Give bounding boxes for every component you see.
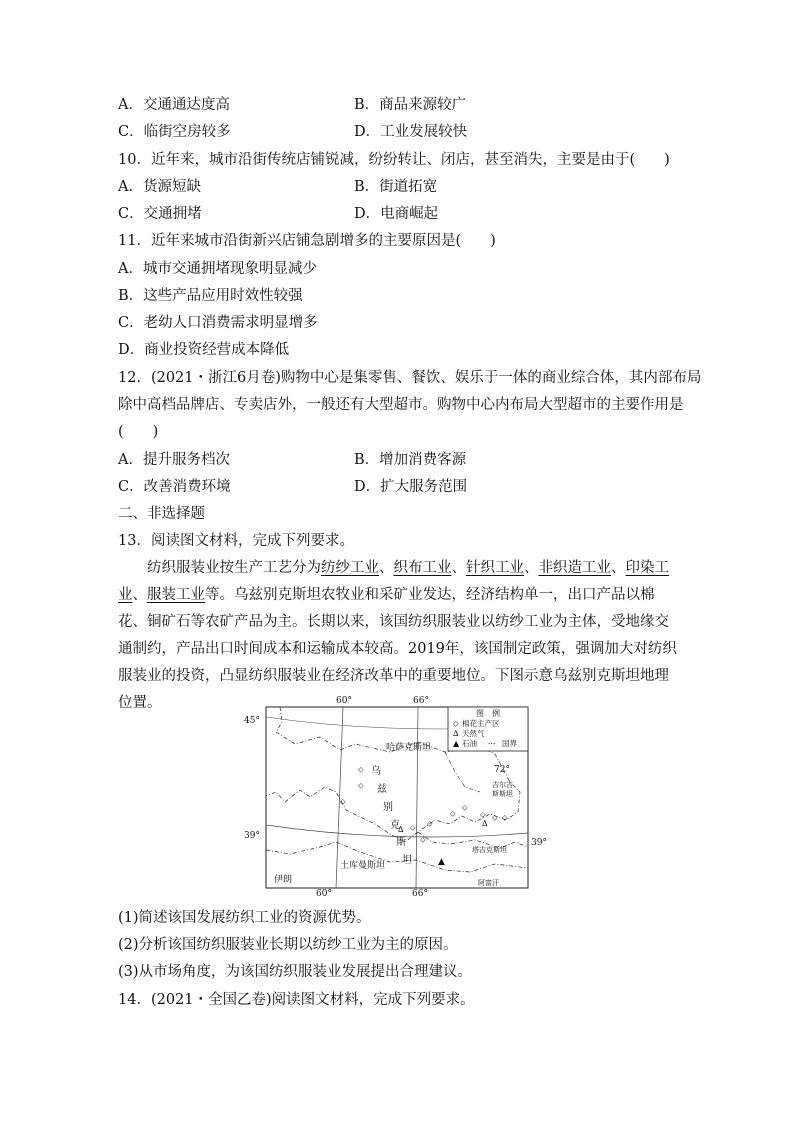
label-kyrgyz-line1: 吉尔吉	[492, 781, 513, 789]
cotton-icon: ⬦	[340, 797, 346, 806]
q11-stem: 11．近年来城市沿街新兴店铺急剧增多的主要原因是( )	[118, 233, 496, 249]
cotton-symbol-icon: ⬦	[453, 719, 459, 728]
cotton-icon: ⬦	[502, 813, 508, 822]
label-afghanistan: 阿富汗	[478, 879, 499, 887]
q10-option-d: D．电商崛起	[354, 206, 439, 222]
label-lon60-bottom: 60°	[316, 889, 332, 897]
q12-option-d: D．扩大服务范围	[354, 479, 468, 495]
label-iran: 伊朗	[274, 875, 293, 885]
q13-subquestion-3: (3)从市场角度，为该国纺织服装业发展提出合理建议。	[118, 964, 473, 980]
label-uz-3: 别	[383, 802, 393, 813]
section-heading: 二、非选择题	[118, 506, 205, 522]
q12-stem-line1: 12．(2021・浙江6月卷)购物中心是集零售、餐饮、娱乐于一体的商业综合体，其内部布局	[118, 370, 702, 386]
label-lon66-top: 66°	[413, 696, 429, 706]
q10-option-a: A．货源短缺	[118, 179, 201, 195]
q12-stem-line2: 除中高档品牌店、专卖店外，一般还有大型超市。购物中心内布局大型超市的主要作用是	[118, 397, 684, 413]
meridian-66	[416, 707, 418, 888]
q13-sep-4: 、	[611, 560, 626, 576]
q14-stem: 14．(2021・全国乙卷)阅读图文材料，完成下列要求。	[118, 992, 475, 1008]
legend-border: 国界	[502, 739, 517, 748]
uzbekistan-location-map	[240, 692, 560, 897]
label-lat45: 45°	[244, 716, 260, 726]
label-lon66-bottom: 66°	[412, 889, 428, 897]
q13-term-dyeing: 印染工业	[118, 560, 669, 603]
q13-subquestion-2: (2)分析该国纺织服装业长期以纺纱工业为主的原因。	[118, 937, 458, 953]
q13-subquestion-1: (1)简述该国发展纺织工业的资源优势。	[118, 910, 371, 926]
gas-symbol-icon: ∆	[453, 729, 459, 738]
label-kazakhstan: 哈萨克斯坦	[386, 743, 432, 753]
q13-term-knitting: 针织工业	[466, 560, 524, 576]
q13-stem: 13．阅读图文材料，完成下列要求。	[118, 533, 354, 549]
q13-sep-2: 、	[451, 560, 466, 576]
q12-option-a: A．提升服务档次	[118, 452, 230, 468]
cotton-icon: ⬦	[480, 810, 486, 819]
label-uz-6: 坦	[402, 855, 412, 866]
q9-option-b: B．商品来源较广	[354, 97, 467, 113]
label-turkmenistan: 土库曼斯坦	[340, 861, 386, 871]
oil-symbol-icon: ▲	[453, 739, 460, 748]
q13-term-nonwoven: 非织造工业	[538, 560, 611, 576]
q13-text-rest: 等。乌兹别克斯坦农牧业和采矿业发达，经济结构单一，出口产品以棉花、铜矿石等农矿产品为主。长期以来，该国纺织服装业以纺纱工业为主体，受地缘交通制约，产品出口时间成本和运输成本较高。2019年，该国制定政策，强调加大对纺织服装业的投资，凸显纺织服装业在经济改革中的重要地位。下图示意乌兹别克斯坦地理位置。	[118, 587, 677, 711]
label-lat39-left: 39°	[244, 831, 260, 841]
gas-icon: ∆	[398, 825, 404, 834]
cotton-marks	[340, 765, 508, 844]
label-lat39-right: 39°	[531, 838, 547, 848]
q12-stem-line3: ( )	[118, 424, 159, 440]
legend-gas: 天然气	[462, 729, 485, 738]
gas-icon: ∆	[482, 819, 488, 828]
q10-option-c: C．交通拥堵	[118, 206, 202, 222]
cotton-icon: ⬦	[358, 781, 364, 790]
label-lon72: 72°	[494, 765, 510, 775]
cotton-icon: ⬦	[358, 765, 364, 774]
legend-title: 图 例	[476, 709, 500, 718]
oil-icon: ▲	[438, 857, 445, 867]
q9-option-d: D．工业发展较快	[354, 124, 468, 140]
label-uz-2: 兹	[377, 784, 387, 795]
label-uz-5: 斯	[396, 837, 406, 848]
cotton-icon: ⬦	[427, 819, 433, 828]
q11-option-d: D．商业投资经营成本降低	[118, 342, 290, 358]
legend-cotton: 棉花主产区	[462, 719, 500, 728]
label-lon60-top: 60°	[336, 696, 352, 706]
q13-sep-1: 、	[379, 560, 394, 576]
q10-stem: 10．近年来，城市沿街传统店铺锐减，纷纷转让、闭店，甚至消失，主要是由于( )	[118, 152, 670, 168]
legend-border-dash: -·-	[488, 739, 496, 748]
q10-option-b: B．街道拓宽	[354, 179, 438, 195]
cotton-icon: ⬦	[410, 823, 416, 832]
q11-option-b: B．这些产品应用时效性较强	[118, 288, 303, 304]
q9-option-c: C．临街空房较多	[118, 124, 231, 140]
q12-option-c: C．改善消费环境	[118, 479, 231, 495]
cotton-icon: ⬦	[420, 835, 426, 844]
kyrgyz-border	[445, 752, 480, 792]
cotton-icon: ⬦	[450, 809, 456, 818]
cotton-icon: ⬦	[492, 813, 498, 822]
q11-option-c: C．老幼人口消费需求明显增多	[118, 315, 318, 331]
label-tajikistan: 塔吉克斯坦	[472, 846, 507, 854]
label-kyrgyz-line2: 斯斯坦	[492, 790, 513, 798]
q13-term-garment: 服装工业	[147, 587, 205, 603]
q12-option-b: B．增加消费客源	[354, 452, 467, 468]
q13-term-weaving: 织布工业	[393, 560, 452, 576]
q13-text-lead: 纺织服装业按生产工艺分为	[147, 560, 321, 576]
q13-sep-5: 、	[132, 587, 147, 603]
q13-term-spinning: 纺纱工业	[321, 560, 379, 576]
q11-option-a: A．城市交通拥堵现象明显减少	[118, 261, 317, 277]
cotton-icon: ⬦	[462, 803, 468, 812]
q13-sep-3: 、	[524, 560, 539, 576]
label-uz-4: 克	[390, 820, 400, 831]
q9-option-a: A．交通通达度高	[118, 97, 230, 113]
label-uz-1: 乌	[371, 766, 381, 777]
legend-oil: 石油	[462, 739, 477, 748]
